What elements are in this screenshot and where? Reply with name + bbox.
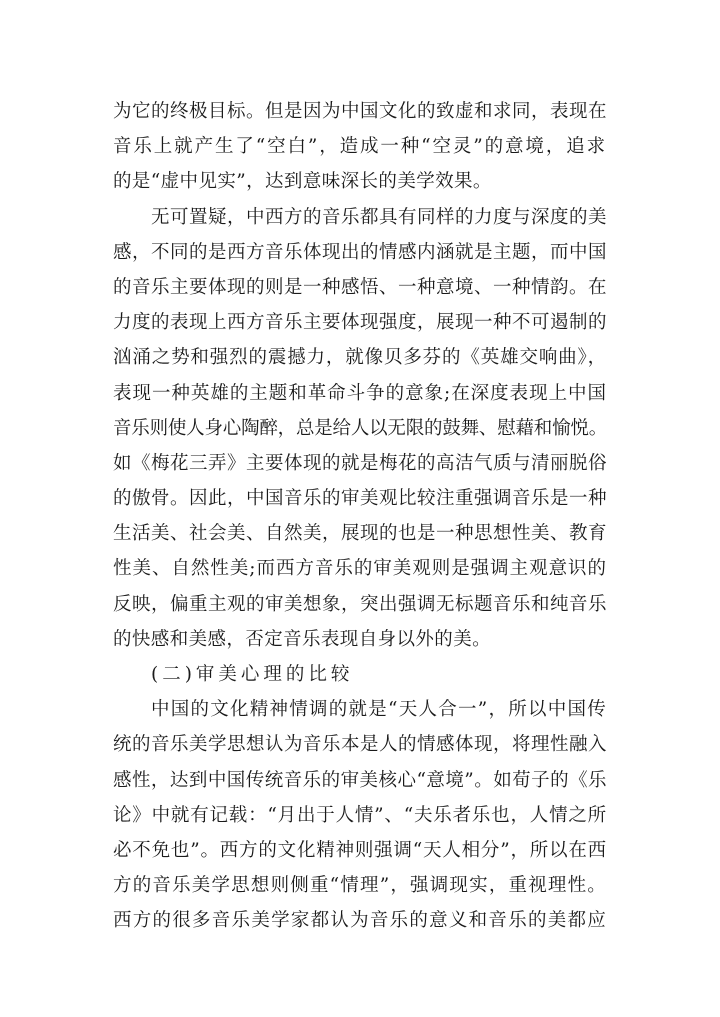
text-line: 的是“虚中见实”，达到意味深长的美学效果。 (113, 171, 492, 193)
text-line: 感，不同的是西方音乐体现出的情感内涵就是主题，而中国 (113, 241, 607, 263)
text-line: 如《梅花三弄》主要体现的就是梅花的高洁气质与清丽脱俗 (113, 452, 607, 474)
text-line: 性美、自然性美;而西方音乐的审美观则是强调主观意识的 (113, 558, 607, 580)
body-text (113, 94, 607, 939)
text-line: 西方的很多音乐美学家都认为音乐的意义和音乐的美都应 (113, 910, 607, 932)
paragraph-first-line: 中国的文化精神情调的就是“天人合一”，所以中国传 (151, 699, 607, 721)
text-line: 汹涌之势和强烈的震撼力，就像贝多芬的《英雄交响曲》， (113, 347, 607, 369)
text-line: 论》中就有记载：“月出于人情”、“夫乐者乐也，人情之所 (113, 804, 607, 826)
text-line: 的快感和美感，否定音乐表现自身以外的美。 (113, 628, 492, 650)
text-line: 表现一种英雄的主题和革命斗争的意象;在深度表现上中国 (113, 382, 607, 404)
text-line: 音乐上就产生了“空白”，造成一种“空灵”的意境，追求 (113, 136, 607, 158)
text-line: 必不免也”。西方的文化精神则强调“天人相分”，所以在西 (113, 839, 607, 861)
text-line: 方的音乐美学思想则侧重“情理”，强调现实，重视理性。 (113, 875, 607, 897)
text-line: 的音乐主要体现的则是一种感悟、一种意境、一种情韵。在 (113, 276, 607, 298)
text-line: 感性，达到中国传统音乐的审美核心“意境”。如荀子的《乐 (113, 769, 607, 791)
text-line: 反映，偏重主观的审美想象，突出强调无标题音乐和纯音乐 (113, 593, 607, 615)
paragraph-first-line: 无可置疑，中西方的音乐都具有同样的力度与深度的美 (151, 206, 607, 228)
text-line: 的傲骨。因此，中国音乐的审美观比较注重强调音乐是一种 (113, 488, 607, 510)
text-line: 统的音乐美学思想认为音乐本是人的情感体现，将理性融入 (113, 734, 607, 756)
text-line: 音乐则使人身心陶醉，总是给人以无限的鼓舞、慰藉和愉悦。 (113, 417, 607, 439)
text-line: 为它的终极目标。但是因为中国文化的致虚和求同，表现在 (113, 101, 607, 122)
text-line: 力度的表现上西方音乐主要体现强度，展现一种不可遏制的 (113, 312, 607, 334)
paragraph-first-line: (二)审美心理的比较 (151, 664, 354, 685)
text-line: 生活美、社会美、自然美，展现的也是一种思想性美、教育 (113, 523, 607, 545)
